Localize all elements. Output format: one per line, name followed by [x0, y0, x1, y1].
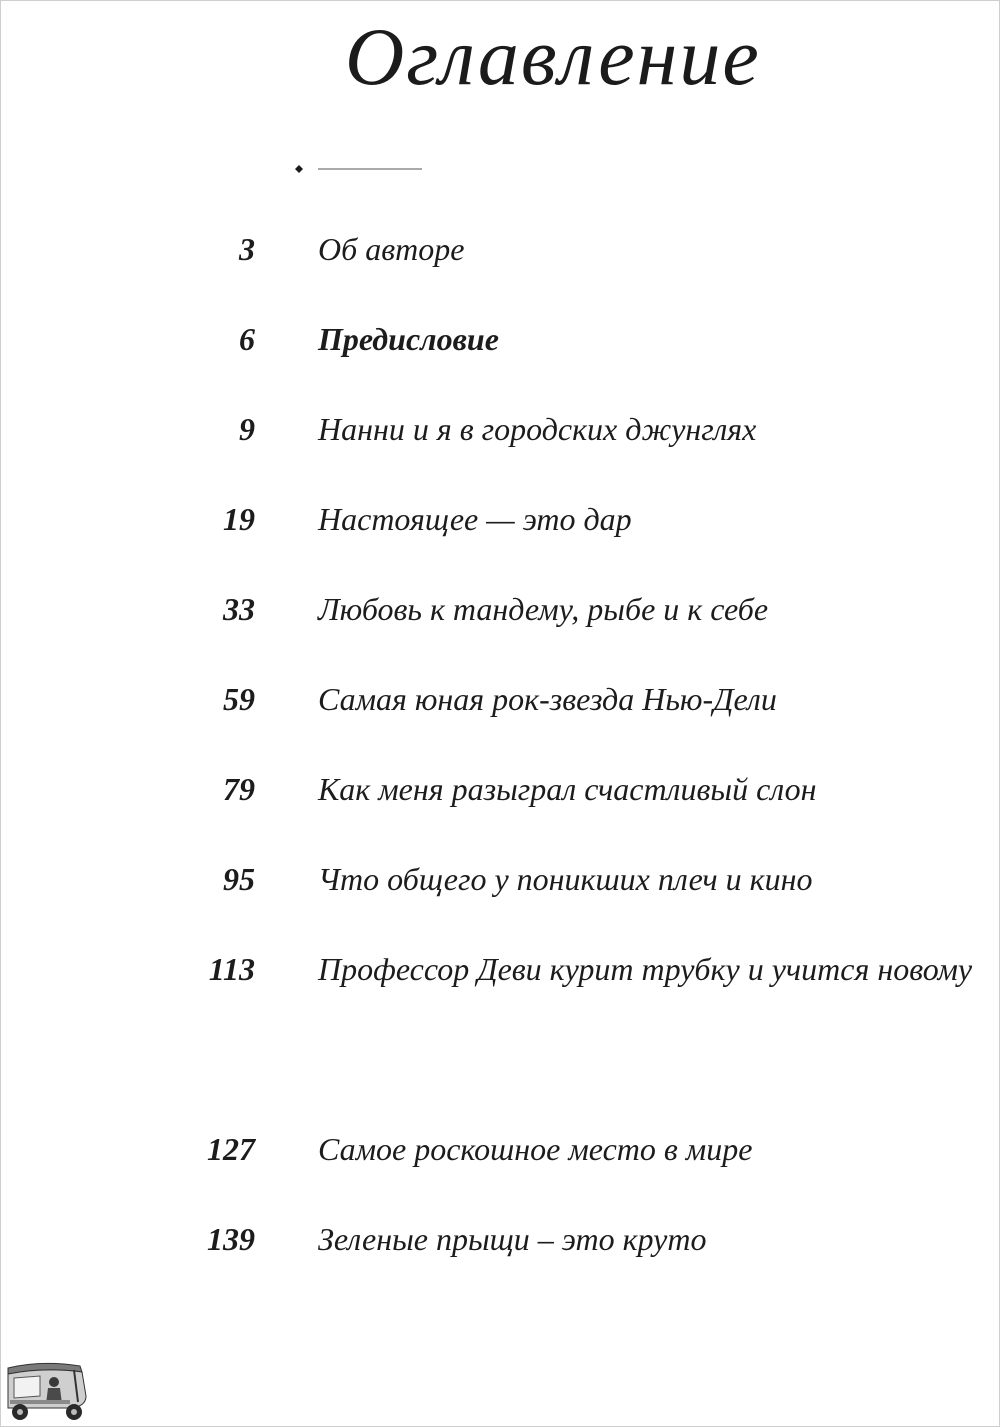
- toc-entry-title: Зеленые прыщи – это круто: [318, 1221, 707, 1257]
- toc-entry[interactable]: [0, 925, 1000, 1105]
- toc-entry[interactable]: [0, 385, 1000, 475]
- toc-page-number: 6: [239, 321, 255, 357]
- toc-entry-title: Об авторе: [318, 231, 465, 267]
- toc-page-number: 59: [223, 681, 255, 717]
- table-of-contents: [0, 205, 1000, 1285]
- toc-entry-title: Предисловие: [318, 321, 499, 357]
- toc-page-number: 139: [207, 1221, 255, 1257]
- toc-page-number: 33: [223, 591, 255, 627]
- toc-entry-title: Настоящее — это дар: [318, 501, 632, 537]
- toc-entry[interactable]: [0, 1195, 1000, 1285]
- toc-entry[interactable]: [0, 655, 1000, 745]
- toc-entry[interactable]: [0, 835, 1000, 925]
- toc-page-number: 9: [239, 411, 255, 447]
- toc-page-number: 127: [207, 1131, 255, 1167]
- toc-page-number: 79: [223, 771, 255, 807]
- toc-entry-title: Самое роскошное место в мире: [318, 1131, 753, 1167]
- toc-entry-title: Самая юная рок-звезда Нью-Дели: [318, 681, 777, 717]
- auto-rickshaw-icon: [2, 1358, 90, 1424]
- toc-entry-title: Профессор Деви курит трубку и учится новому: [318, 951, 973, 987]
- toc-entry[interactable]: [0, 295, 1000, 385]
- toc-entry-title: Как меня разыграл счастливый слон: [318, 771, 817, 807]
- toc-entry[interactable]: [0, 1105, 1000, 1195]
- toc-entry[interactable]: [0, 205, 1000, 295]
- toc-entry-title: Что общего у поникших плеч и кино: [318, 861, 813, 897]
- toc-page-number: 3: [239, 231, 255, 267]
- page-title: Оглавление: [345, 11, 761, 102]
- diamond-rule-icon: [292, 162, 432, 176]
- toc-page-number: 113: [208, 951, 255, 987]
- toc-entry[interactable]: [0, 565, 1000, 655]
- toc-entry-title: Любовь к тандему, рыбе и к себе: [318, 591, 769, 627]
- toc-entry-title: Нанни и я в городских джунглях: [318, 411, 757, 447]
- toc-entry[interactable]: [0, 745, 1000, 835]
- toc-page-number: 19: [223, 501, 255, 537]
- toc-page-number: 95: [223, 861, 255, 897]
- toc-entry[interactable]: [0, 475, 1000, 565]
